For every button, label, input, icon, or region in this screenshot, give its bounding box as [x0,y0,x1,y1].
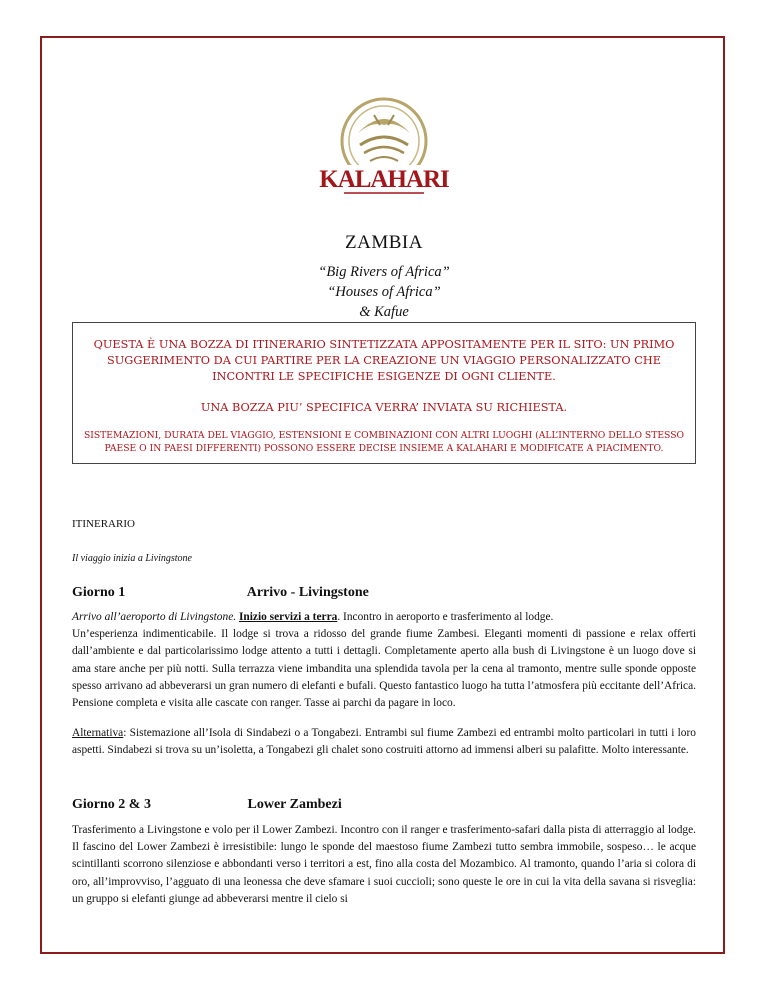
day-2-3-number: Giorno 2 & 3 [72,797,151,812]
page-title: ZAMBIA [345,232,423,253]
day-1-title: Arrivo - Livingstone [246,585,369,600]
day-1-body: Un’esperienza indimenticabile. Il lodge si trova a ridosso del grande fiume Zambesi. Eleganti momenti di passione e relax offerti dall’ambiente e dal particolarissimo lodge attento a tutti i dettagli. Completamente aperto alla bush di Livingstone è un luogo dove si ama stare anche per più notti. Sulla terrazza viene imbandita una splendida tavola per la cena al tramonto, mentre sulle sponde opposte spesso arrivano ad abbeverarsi un gran numero di elefanti e bufali. Questo fantastico luogo ha tutta l’atmosfera più eccitante dell’Africa. Pensione completa e visita alle cascate con ranger. Tasse ai parchi da pagare in loco. [72,628,696,710]
day-1-ground-services: Inizio servizi a terra [238,611,338,623]
day-2-3-paragraph: Trasferimento a Livingstone e volo per il Lower Zambezi. Incontro con il ranger e trasferimento-safari dalla pista di atterraggio al lodge. Il fascino del Lower Zambezi è irresistibile: lungo le sponde del maestoso fiume Zambezi tutto sembra immobile, sospeso… le acque scintillanti scorrono silenziose e abbondanti verso i territori a est, fino alla costa del Mozambico. Al tramonto, quando l’aria si colora di oro, all’improvviso, l’agguato di una leonessa che deve sfamare i suoi cuccioli; sono queste le ore in cui la vita della savana si risveglia: un gruppo si elefanti giunge ad abbeverarsi mentre il cielo si [72,824,696,905]
day-1-alternative [72,725,696,759]
subtitle-big-rivers: “Big Rivers of Africa” [318,264,450,280]
subtitle-kafue: & Kafue [359,304,409,320]
day-2-3-title: Lower Zambezi [247,797,342,812]
alternative-label: Alternativa [72,727,124,739]
itinerary-heading: ITINERARIO [72,518,135,530]
notice-paragraph-3: SISTEMAZIONI, DURATA DEL VIAGGIO, ESTENSIONI E COMBINAZIONI CON ALTRI LUOGHI (ALL’INTERNO DELLO STESSO PAESE O IN PAESI DIFFERENTI) POSSONO ESSERE DECISE INSIEME A KALAHARI E MODIFICATE A PIACIMENTO. [83,430,685,454]
draft-notice-box [72,322,696,464]
day-1-paragraph [72,609,696,712]
subtitle-houses: “Houses of Africa” [327,284,441,300]
day-1-arrival: Arrivo all’aeroporto di Livingstone. [72,611,237,623]
day-1-number: Giorno 1 [72,585,126,600]
notice-paragraph-1: QUESTA È UNA BOZZA DI ITINERARIO SINTETIZZATA APPOSITAMENTE PER IL SITO: UN PRIMO SUGGERIMENTO DA CUI PARTIRE PER LA CREAZIONE UN VIAGGIO PERSONALIZZATO CHE INCONTRI LE SPECIFICHE ESIGENZE DI OGNI CLIENTE. [93,338,675,383]
svg-text:KALAHARI: KALAHARI [319,166,449,193]
day-1-heading [72,585,369,601]
day-2-3-heading [72,797,342,813]
notice-paragraph-2: UNA BOZZA PIU’ SPECIFICA VERRA’ INVIATA SU RICHIESTA. [200,401,568,414]
kalahari-logo [319,95,449,205]
itinerary-start: Il viaggio inizia a Livingstone [72,553,192,564]
alternative-text: : Sistemazione all’Isola di Sindabezi o a Tongabezi. Entrambi sul fiume Zambezi ed entrambi molto particolari in tutti i loro aspetti. Sindabezi si trova su un’isoletta, a Tongabezi gli chalet sono costruiti attorno ad immensi alberi su palafitte. Molto interessante. [72,727,696,757]
day-1-intro-rest: . Incontro in aeroporto e trasferimento al lodge. [337,611,554,623]
